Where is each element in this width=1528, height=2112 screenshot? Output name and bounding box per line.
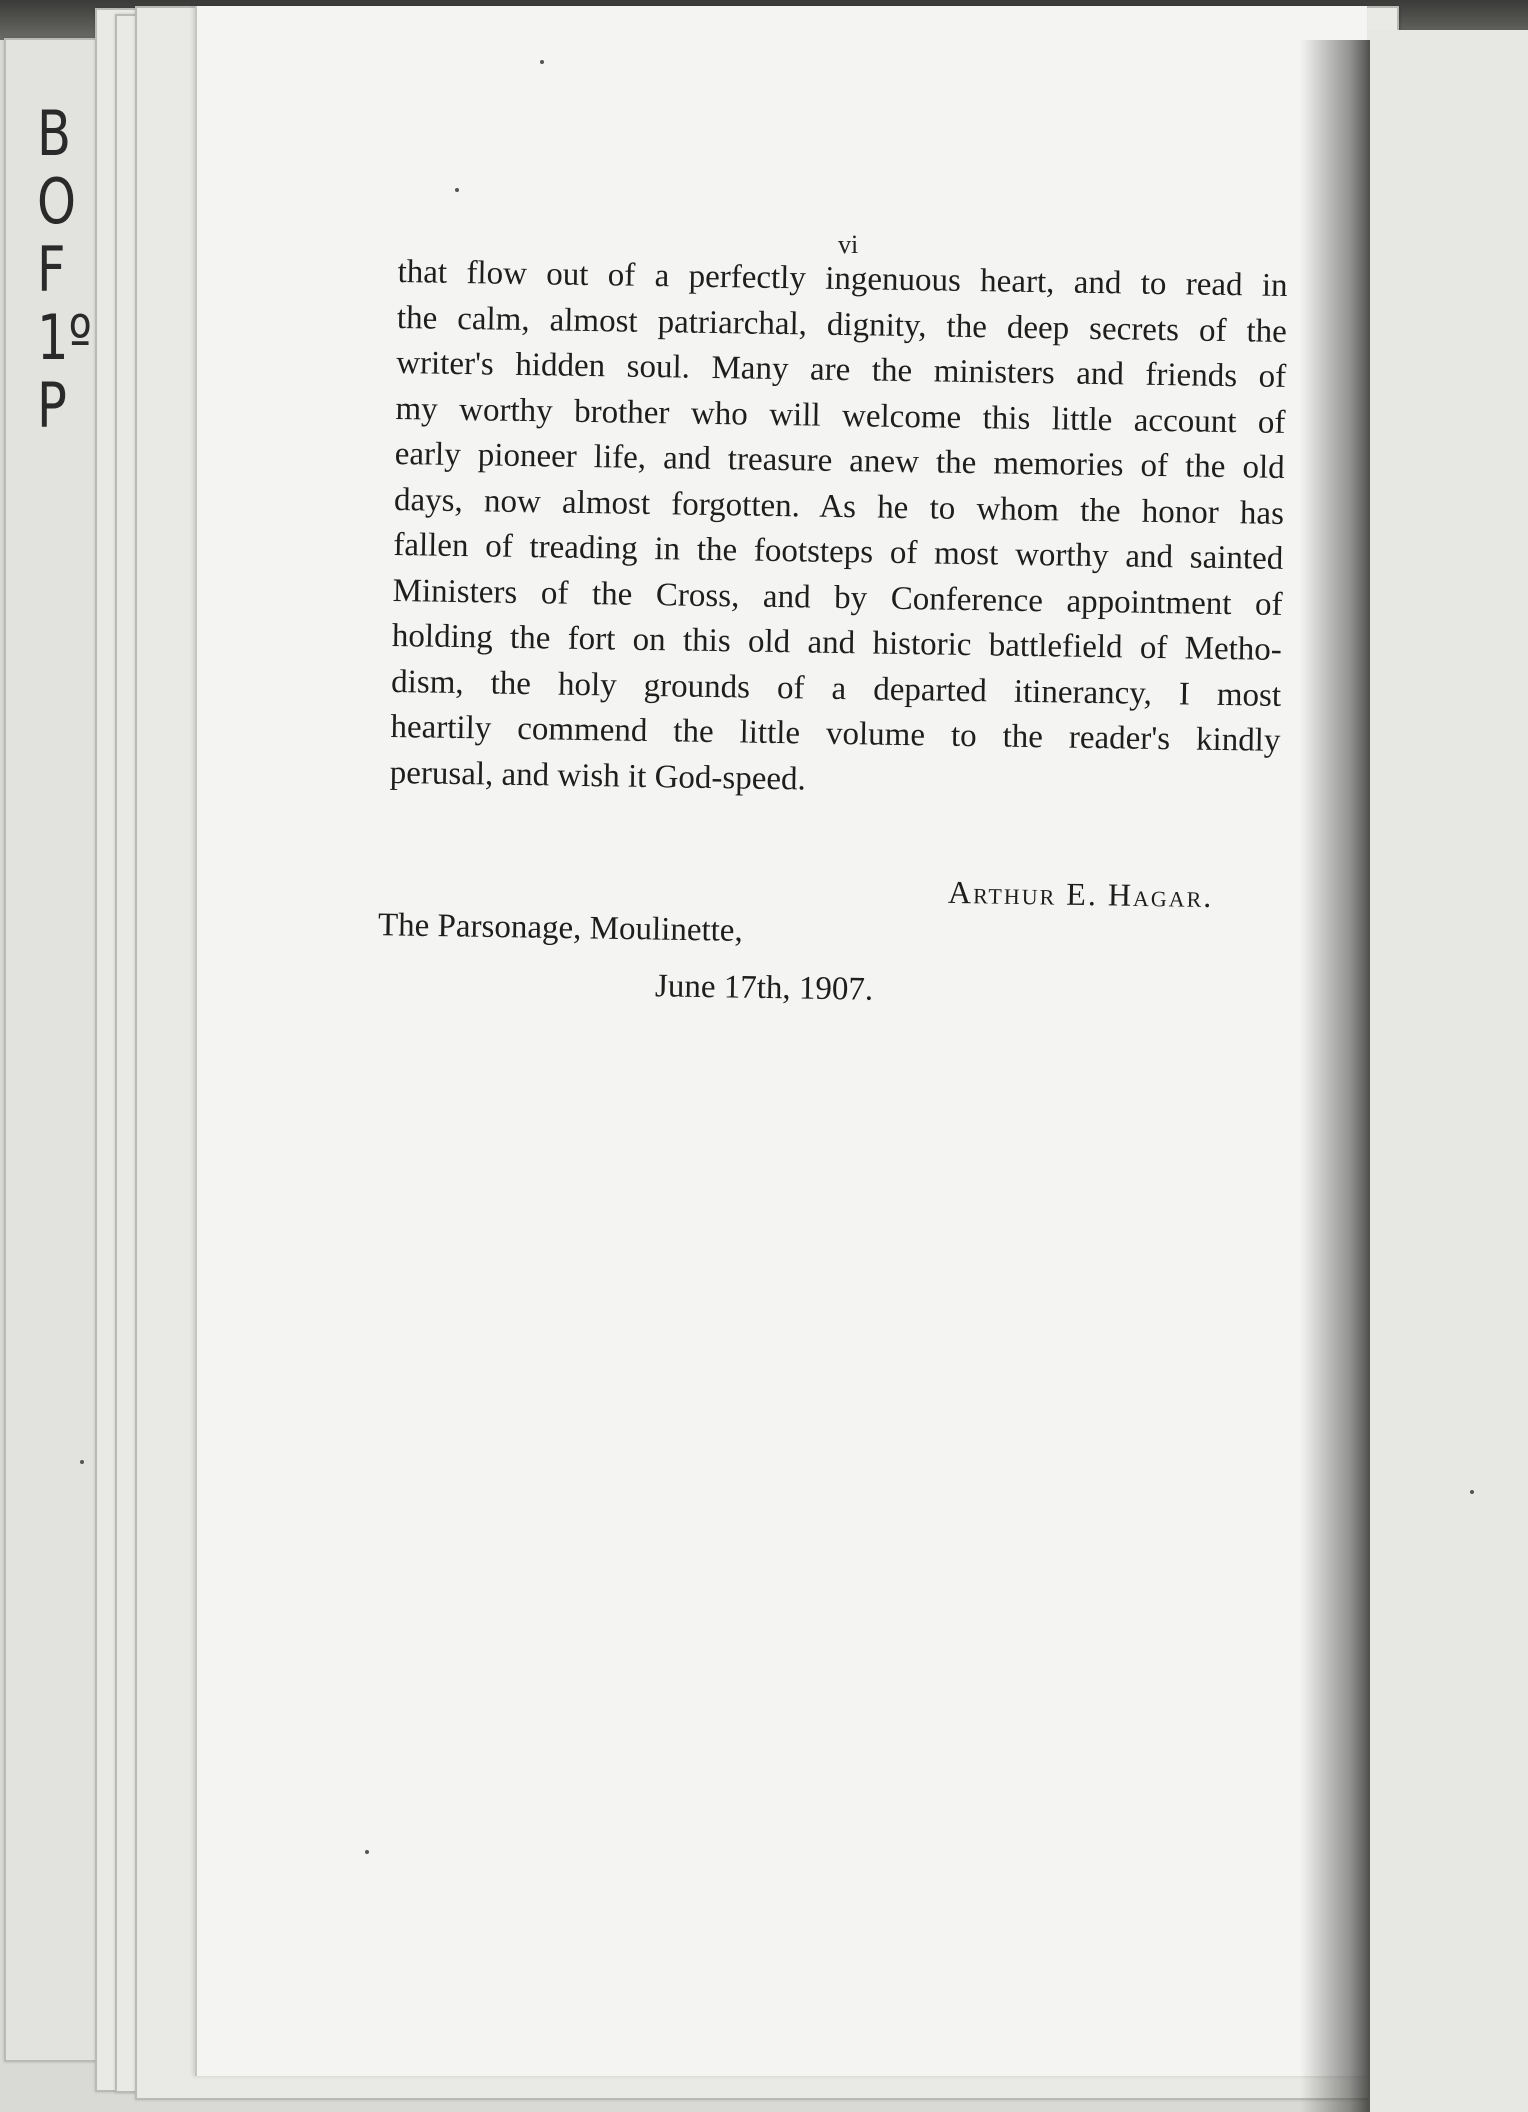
facing-page bbox=[1368, 30, 1528, 2112]
margin-note-char: F bbox=[37, 233, 66, 306]
text-line: the calm, almost patriarchal, dignity, the deep secrets of the bbox=[396, 299, 1288, 350]
text-line: writer's hidden soul. Many are the ministers and friends of bbox=[395, 344, 1287, 395]
text-line: heartily commend the little volume to the reader's kindly bbox=[390, 708, 1281, 759]
date-line: June 17th, 1907. bbox=[654, 968, 874, 1008]
margin-note-char: B bbox=[37, 97, 72, 170]
body-text bbox=[389, 250, 1287, 810]
paper-speck bbox=[1470, 1490, 1474, 1494]
text-line: Ministers of the Cross, and by Conference appointment of bbox=[392, 572, 1283, 623]
paper-speck bbox=[365, 1850, 369, 1854]
paper-speck bbox=[540, 60, 544, 64]
text-line: perusal, and wish it God-speed. bbox=[389, 754, 807, 797]
page-number: vi bbox=[838, 230, 859, 259]
margin-note-char: 1º bbox=[37, 301, 92, 374]
text-line: holding the fort on this old and historic battlefield of Metho- bbox=[391, 617, 1283, 668]
handwritten-margin-note bbox=[30, 97, 100, 442]
text-line: fallen of treading in the footsteps of most worthy and sainted bbox=[393, 526, 1284, 577]
text-line: early pioneer life, and treasure anew the memories of the old bbox=[394, 435, 1285, 486]
paper-speck bbox=[80, 1460, 84, 1464]
page-gutter-shadow bbox=[1300, 40, 1370, 2112]
margin-note-char: P bbox=[37, 369, 67, 442]
text-line: dism, the holy grounds of a departed itinerancy, I most bbox=[390, 663, 1282, 714]
place-line: The Parsonage, Moulinette, bbox=[377, 907, 744, 949]
margin-note-char: O bbox=[37, 165, 77, 238]
text-line: that flow out of a perfectly ingenuous heart, and to read in bbox=[397, 253, 1288, 304]
text-line: days, now almost forgotten. As he to whom the honor has bbox=[393, 481, 1285, 532]
paper-speck bbox=[455, 188, 459, 192]
author-signature: Arthur E. Hagar. bbox=[947, 873, 1214, 915]
text-line: my worthy brother who will welcome this little account of bbox=[395, 390, 1286, 441]
